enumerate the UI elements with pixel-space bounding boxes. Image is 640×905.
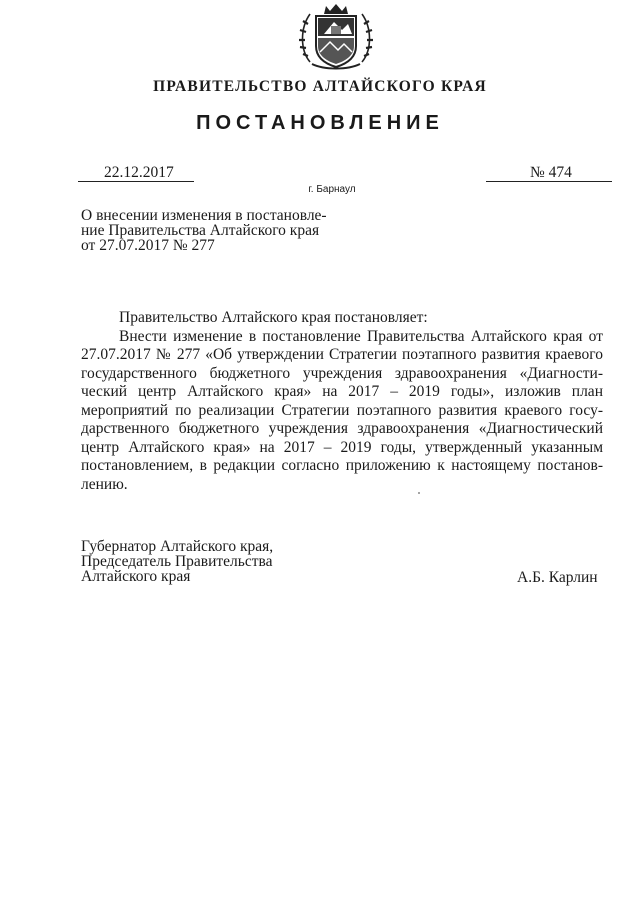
document-type-title: ПОСТАНОВЛЕНИЕ [196, 112, 444, 134]
signer-name: А.Б. Карлин [517, 569, 598, 586]
body-line: государственного бюджетного учреждения здравоохранения «Диагности- [81, 364, 603, 382]
subject-line: ние Правительства Алтайского края [81, 222, 320, 239]
number-underline [486, 181, 612, 182]
body-line: постановлением, в редакции согласно приложению к настоящему постанов- [81, 457, 603, 474]
date-underline [78, 181, 194, 182]
subject-block [81, 208, 327, 253]
body-line: 27.07.2017 № 277 «Об утверждении Стратегии поэтапного развития краевого [81, 346, 603, 363]
coat-of-arms-icon [294, 2, 378, 70]
body-preamble: Правительство Алтайского края постановляет: [119, 309, 428, 326]
subject-line: от 27.07.2017 № 277 [81, 237, 215, 254]
body-line: дарственного бюджетного учреждения здравоохранения «Диагностический [81, 420, 603, 437]
body-text [81, 309, 603, 494]
body-line: Внести изменение в постановление Правительства Алтайского края от [119, 327, 603, 345]
signer-position [81, 539, 273, 584]
body-line: лению. [81, 475, 128, 493]
document-number: № 474 [530, 164, 572, 181]
city-label: г. Барнаул [308, 184, 356, 195]
scan-speck [418, 492, 420, 494]
subject-line: О внесении изменения в постановле- [81, 207, 327, 224]
document-date: 22.12.2017 [104, 164, 174, 181]
signer-position-line: Алтайского края [81, 568, 191, 585]
signer-position-line: Председатель Правительства [81, 553, 273, 570]
organization-title: ПРАВИТЕЛЬСТВО АЛТАЙСКОГО КРАЯ [153, 78, 487, 95]
signer-position-line: Губернатор Алтайского края, [81, 538, 274, 555]
body-line: мероприятий по реализации Стратегии поэтапного развития краевого госу- [81, 401, 603, 419]
body-line: центр Алтайского края» на 2017 – 2019 годы, утвержденный указанным [81, 438, 603, 456]
body-line: ческий центр Алтайского края» на 2017 – 2019 годы», изложив план [81, 383, 603, 400]
